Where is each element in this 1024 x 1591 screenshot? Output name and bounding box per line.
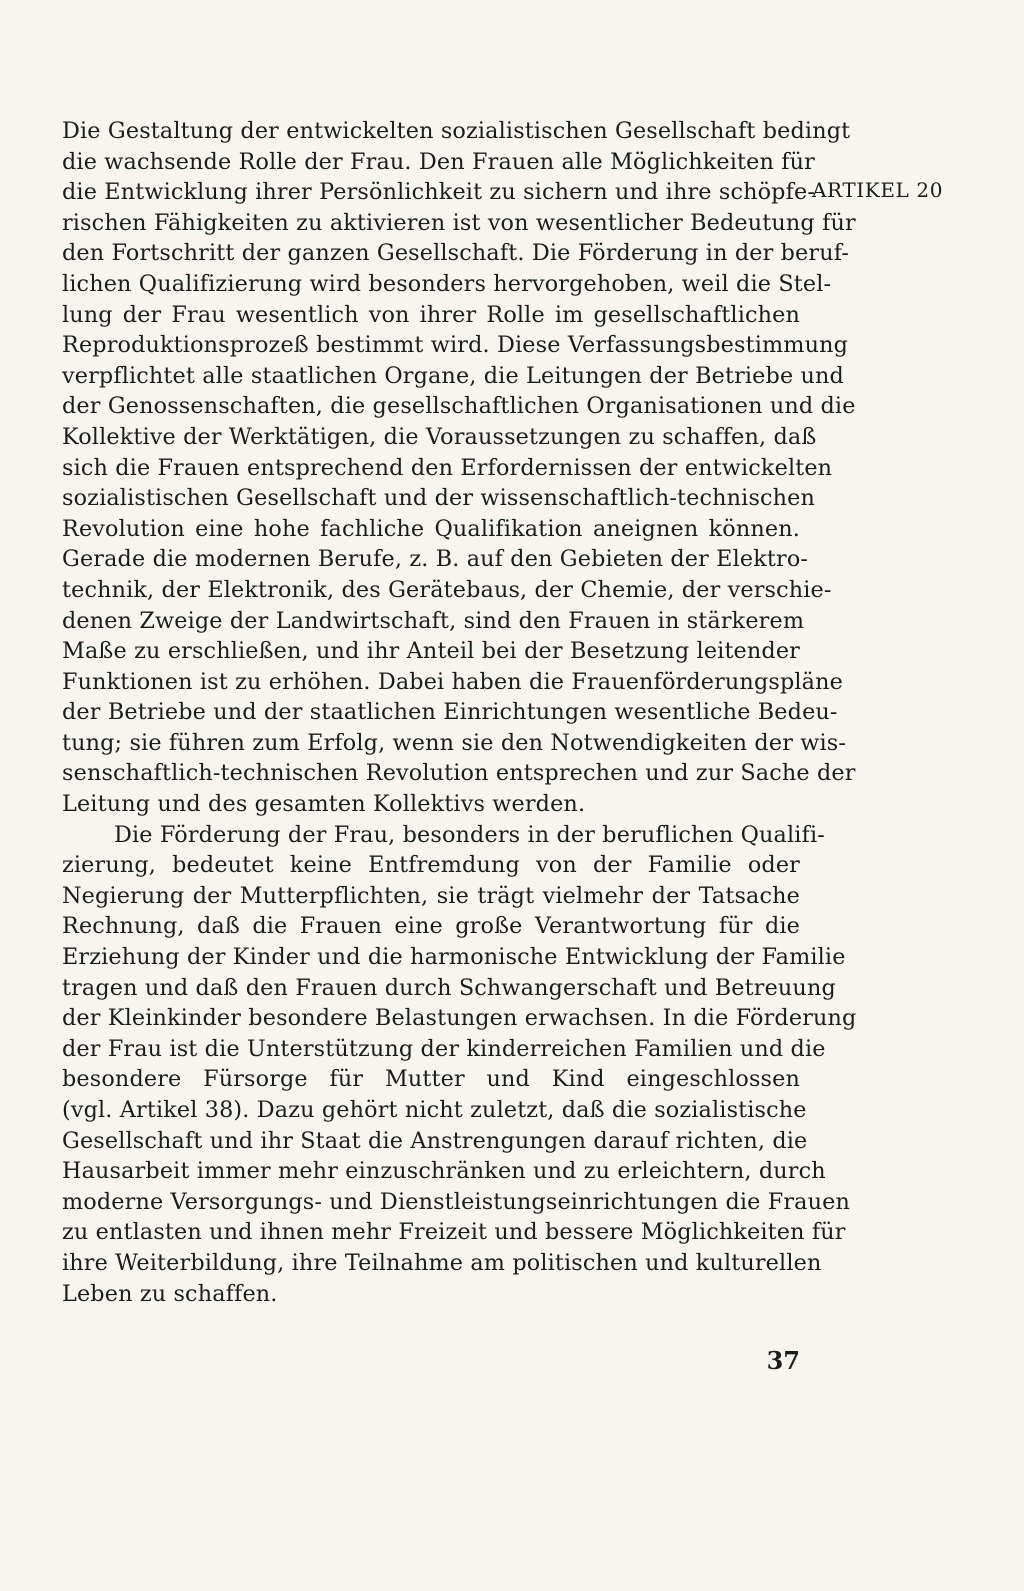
text-line: tragen und daß den Frauen durch Schwangerschaft und Betreuung	[62, 974, 836, 1001]
text-line: Funktionen ist zu erhöhen. Dabei haben die Frauenförderungspläne	[62, 668, 843, 695]
text-line: der Betriebe und der staatlichen Einrichtungen wesentliche Bedeu-	[62, 699, 838, 726]
text-line: technik, der Elektronik, des Gerätebaus, der Chemie, der verschie-	[62, 576, 832, 603]
text-line: verpflichtet alle staatlichen Organe, die Leitungen der Betriebe und	[62, 362, 844, 389]
text-line: Erziehung der Kinder und die harmonische Entwicklung der Familie	[62, 944, 846, 971]
text-line: lichen Qualifizierung wird besonders hervorgehoben, weil die Stel-	[62, 270, 832, 297]
text-line: besondere Fürsorge für Mutter und Kind eingeschlossen	[62, 1066, 800, 1093]
text-line: sozialistischen Gesellschaft und der wissenschaftlich-technischen	[62, 485, 816, 512]
text-line: Negierung der Mutterpflichten, sie trägt vielmehr der Tatsache	[62, 882, 800, 909]
text-line: zierung, bedeutet keine Entfremdung von der Familie oder	[62, 852, 800, 879]
text-line: die Entwicklung ihrer Persönlichkeit zu sichern und ihre schöpfe-	[62, 179, 816, 206]
text-line: (vgl. Artikel 38). Dazu gehört nicht zuletzt, daß die sozialistische	[62, 1097, 807, 1123]
text-line: die wachsende Rolle der Frau. Den Frauen alle Möglichkeiten für	[62, 148, 815, 175]
text-line: sich die Frauen entsprechend den Erfordernissen der entwickelten	[62, 454, 833, 481]
text-line: der Kleinkinder besondere Belastungen erwachsen. In die Förderung	[62, 1005, 857, 1032]
text-line: ihre Weiterbildung, ihre Teilnahme am politischen und kulturellen	[62, 1249, 822, 1276]
text-line: Leitung und des gesamten Kollektivs werden.	[62, 791, 586, 818]
text-line: der Genossenschaften, die gesellschaftlichen Organisationen und die	[62, 393, 856, 420]
text-line: Kollektive der Werktätigen, die Voraussetzungen zu schaffen, daß	[62, 423, 817, 450]
paragraph-2	[62, 820, 857, 1310]
text-line: Reproduktionsprozeß bestimmt wird. Diese Verfassungsbestimmung	[62, 332, 849, 359]
text-line: Die Förderung der Frau, besonders in der beruflichen Qualifi-	[114, 821, 825, 848]
text-line: Hausarbeit immer mehr einzuschränken und zu erleichtern, durch	[62, 1158, 826, 1185]
margin-note-article: ARTIKEL 20	[812, 178, 944, 202]
text-line: denen Zweige der Landwirtschaft, sind den Frauen in stärkerem	[62, 607, 805, 634]
paragraph-1	[62, 116, 856, 820]
text-line: Gesellschaft und ihr Staat die Anstrengungen darauf richten, die	[62, 1127, 808, 1154]
text-line: Rechnung, daß die Frauen eine große Verantwortung für die	[62, 913, 800, 940]
text-line: den Fortschritt der ganzen Gesellschaft. Die Förderung in der beruf-	[62, 240, 850, 267]
text-line: tung; sie führen zum Erfolg, wenn sie den Notwendigkeiten der wis-	[62, 729, 847, 756]
text-line: rischen Fähigkeiten zu aktivieren ist von wesentlicher Bedeutung für	[62, 209, 856, 236]
text-line: senschaftlich-technischen Revolution entsprechen und zur Sache der	[62, 760, 856, 787]
page-number: 37	[766, 1346, 800, 1375]
text-line: zu entlasten und ihnen mehr Freizeit und bessere Möglichkeiten für	[62, 1219, 846, 1246]
text-line: Gerade die modernen Berufe, z. B. auf den Gebieten der Elektro-	[62, 546, 809, 573]
text-line: Revolution eine hohe fachliche Qualifikation aneignen können.	[62, 515, 800, 542]
text-line: der Frau ist die Unterstützung der kinderreichen Familien und die	[62, 1035, 826, 1062]
text-line: Leben zu schaffen.	[62, 1280, 278, 1307]
text-line: moderne Versorgungs- und Dienstleistungseinrichtungen die Frauen	[62, 1188, 850, 1215]
body-text	[62, 116, 857, 1309]
text-line: lung der Frau wesentlich von ihrer Rolle im gesellschaftlichen	[62, 301, 800, 328]
text-line: Maße zu erschließen, und ihr Anteil bei der Besetzung leitender	[62, 638, 800, 665]
text-line: Die Gestaltung der entwickelten sozialistischen Gesellschaft bedingt	[62, 118, 851, 144]
